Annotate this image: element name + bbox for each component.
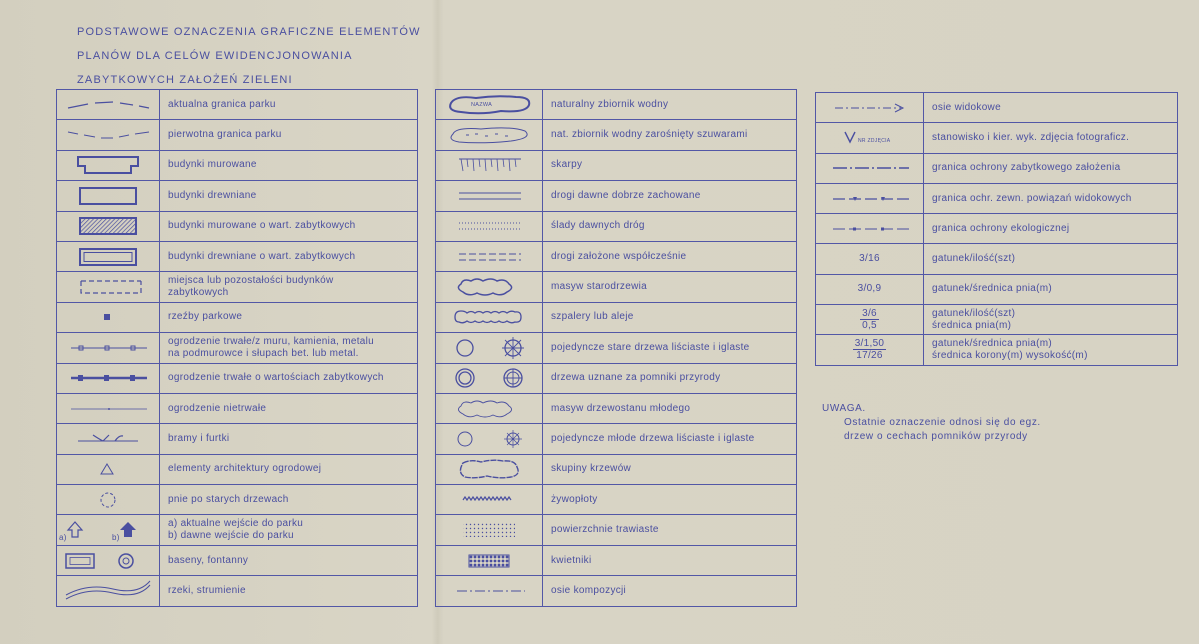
note-title: UWAGA. [822,403,866,414]
legend-row [816,244,1178,274]
legend-label: gatunek/ilość(szt) średnica pnia(m) [924,305,1178,335]
legend-label: ślady dawnych dróg [543,211,797,241]
legend-row [436,120,797,150]
legend-label: granica ochrony zabytkowego założenia [924,153,1178,183]
legend-label: gatunek/ilość(szt) [924,244,1178,274]
legend-row [57,485,418,515]
legend-row [816,335,1178,365]
legend-label: rzeźby parkowe [160,302,418,332]
young-tree-icon [436,424,543,454]
legend-label: szpalery lub aleje [543,302,797,332]
monument-tree-code: $\frac{3/1,50}{17/26}$ [816,335,924,365]
legend-label: granica ochr. zewn. powiązań widokowych [924,183,1178,213]
legend-row [436,363,797,393]
arrow-axis-icon [816,93,924,123]
legend-row [57,120,418,150]
gate-icon [57,424,160,454]
legend-label: naturalny zbiornik wodny [543,90,797,120]
legend-row [436,150,797,180]
old-tree-icon [436,333,543,363]
legend-label: baseny, fontanny [160,545,418,575]
pool-fountain-icon [57,545,160,575]
legend-row [57,90,418,120]
legend-row [436,485,797,515]
dotted-road-icon [436,211,543,241]
legend-label: a) aktualne wejście do parku b) dawne wejście do parku [160,515,418,545]
legend-label: granica ochrony ekologicznej [924,214,1178,244]
legend-row [57,454,418,484]
dash-dot-line-icon [816,153,924,183]
dotted-area-icon [436,515,543,545]
monument-tree-icon [436,363,543,393]
legend-label: osie widokowe [924,93,1178,123]
legend-table-1 [56,89,418,607]
legend-row [57,515,418,545]
document-title [77,20,421,92]
legend-label: powierzchnie trawiaste [543,515,797,545]
legend-row [436,241,797,271]
legend-label: budynki murowane [160,150,418,180]
legend-table-2 [435,89,797,607]
legend-label: masyw starodrzewia [543,272,797,302]
legend-row [816,183,1178,213]
legend-row [57,181,418,211]
legend-label: gatunek/średnica pnia(m) średnica korony(m) wysokość(m) [924,335,1178,365]
legend-row [436,576,797,606]
legend-label: budynki murowane o wart. zabytkowych [160,211,418,241]
fence-posts-icon [57,333,160,363]
legend-label: miejsca lub pozostałości budynków zabytkowych [160,272,418,302]
note-line-2: drzew o cechach pomników przyrody [844,431,1028,442]
legend-label: stanowisko i kier. wyk. zdjęcia fotograficz. [924,123,1178,153]
title-line-3: ZABYTKOWYCH ZAŁOŻEŃ ZIELENI [77,74,293,86]
legend-row [57,241,418,271]
legend-row [816,123,1178,153]
thin-line-icon [57,393,160,423]
species-count-diameter-code: $\frac{3/6}{0,5}$ [816,305,924,335]
legend-row [57,211,418,241]
species-diameter-code: 3/0,9 [816,274,924,304]
title-line-1: PODSTAWOWE OZNACZENIA GRAFICZNE ELEMENTÓW [77,26,421,38]
photo-point-icon [816,123,924,153]
dashed-line-icon [57,120,160,150]
dash-dot-icon [436,576,543,606]
legend-label: pierwotna granica parku [160,120,418,150]
legend-label: osie kompozycji [543,576,797,606]
legend-table-3 [815,92,1178,366]
legend-label: drzewa uznane za pomniki przyrody [543,363,797,393]
legend-label: aktualna granica parku [160,90,418,120]
legend-label: pnie po starych drzewach [160,485,418,515]
legend-label: rzeki, strumienie [160,576,418,606]
legend-row [57,545,418,575]
legend-row [436,424,797,454]
flowerbed-icon [436,545,543,575]
legend-label: żywopłoty [543,485,797,515]
hatched-rectangle-icon [57,211,160,241]
entrance-b-label: b) [112,533,120,543]
triangle-line-icon [816,183,924,213]
entrance-arrows-icon [57,515,160,545]
legend-row [57,424,418,454]
note-line-1: Ostatnie oznaczenie odnosi się do egz. [844,417,1041,428]
dashed-line-icon [57,90,160,120]
legend-label: pojedyncze młode drzewa liściaste i iglaste [543,424,797,454]
legend-row [816,93,1178,123]
legend-label: skarpy [543,150,797,180]
zigzag-icon [436,485,543,515]
legend-row [57,333,418,363]
legend-row [436,181,797,211]
dashed-road-icon [436,241,543,271]
square-dot-icon [57,302,160,332]
legend-label: ogrodzenie nietrwałe [160,393,418,423]
double-line-icon [436,181,543,211]
legend-row [816,153,1178,183]
rectangle-outline-icon [57,181,160,211]
legend-row [436,211,797,241]
legend-label: ogrodzenie trwałe o wartościach zabytkowych [160,363,418,393]
legend-row [436,333,797,363]
legend-row [436,90,797,120]
building-outline-icon [57,150,160,180]
legend-label: masyw drzewostanu młodego [543,393,797,423]
legend-row [57,150,418,180]
legend-row [57,272,418,302]
legend-row [816,305,1178,335]
legend-row [57,363,418,393]
legend-label: ogrodzenie trwałe/z muru, kamienia, metalu na podmurowce i słupach bet. lub metal. [160,333,418,363]
legend-label: drogi założone współcześnie [543,241,797,271]
shrubs-icon [436,454,543,484]
fence-bold-icon [57,363,160,393]
legend-row [436,545,797,575]
legend-label: gatunek/średnica pnia(m) [924,274,1178,304]
legend-label: skupiny krzewów [543,454,797,484]
river-icon [57,576,160,606]
legend-row [436,272,797,302]
legend-label: nat. zbiornik wodny zarośnięty szuwarami [543,120,797,150]
legend-row [436,393,797,423]
legend-row [436,454,797,484]
legend-row [816,214,1178,244]
note-block [822,402,1041,444]
double-rectangle-icon [57,241,160,271]
legend-label: drogi dawne dobrze zachowane [543,181,797,211]
legend-row [816,274,1178,304]
legend-label: pojedyncze stare drzewa liściaste i iglaste [543,333,797,363]
young-stand-icon [436,393,543,423]
triangle-icon [57,454,160,484]
legend-label: budynki drewniane [160,181,418,211]
slope-icon [436,150,543,180]
legend-row [436,515,797,545]
hedge-row-icon [436,302,543,332]
legend-row [57,576,418,606]
dashed-rectangle-icon [57,272,160,302]
legend-row [57,393,418,423]
cross-line-icon [816,214,924,244]
old-trees-mass-icon [436,272,543,302]
legend-row [436,302,797,332]
legend-label: elementy architektury ogrodowej [160,454,418,484]
dashed-circle-icon [57,485,160,515]
entrance-a-label: a) [59,533,67,543]
photo-number-label: NR ZDJĘCIA [857,137,890,144]
legend-label: bramy i furtki [160,424,418,454]
lake-icon [436,90,543,120]
title-line-2: PLANÓW DLA CELÓW EWIDENCJONOWANIA [77,50,353,62]
legend-label: budynki drewniane o wart. zabytkowych [160,241,418,271]
lake-name-label: NAZWA [471,101,493,108]
overgrown-lake-icon [436,120,543,150]
legend-label: kwietniki [543,545,797,575]
species-count-code: 3/16 [816,244,924,274]
legend-row [57,302,418,332]
